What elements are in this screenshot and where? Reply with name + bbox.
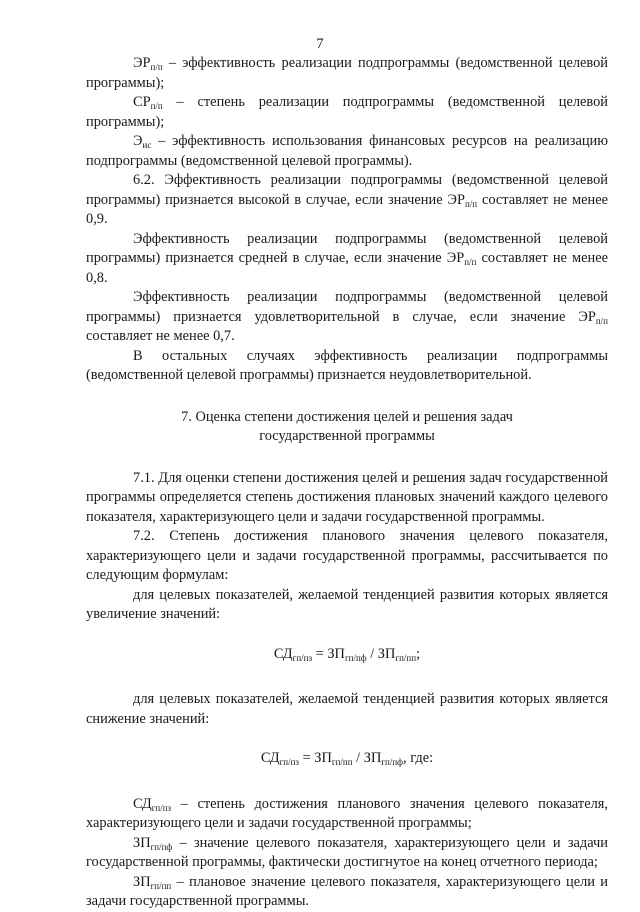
paragraph-7-1: 7.1. Для оценки степени достижения целей и решения задач государственной программы определяется степень достижения плановых значений каждого целевого показателя, характеризующего цели и задачи государственной программы. (86, 469, 608, 525)
paragraph-6-2: 6.2. Эффективность реализации подпрограммы (ведомственной целевой программы) признается высокой в случае, если значение $ЭР_{п/п}$ составляет не менее 0,9. (86, 172, 608, 227)
paragraph-satisfactory: Эффективность реализации подпрограммы (ведомственной целевой программы) признается удовлетворительной в случае, если значение $ЭР_{п/п}$ составляет не менее 0,7. (86, 289, 608, 344)
paragraph-medium: Эффективность реализации подпрограммы (ведомственной целевой программы) признается средней в случае, если значение $ЭР_{п/п}$ составляет не менее 0,8. (86, 230, 608, 286)
paragraph-7-2: 7.2. Степень достижения планового значения целевого показателя, характеризующего цели и задачи государственной программы, рассчитывается по следующим формулам: (86, 528, 608, 583)
paragraph-decrease: для целевых показателей, желаемой тенденцией развития которых является снижение значений: (86, 691, 608, 727)
formula-increase: $СД_{гп/пз} = ЗП_{гп/пф} / ЗП_{гп/пп}$; (273, 645, 421, 663)
page-number: 7 (316, 36, 324, 52)
definition-zp-planned: $ЗП_{гп/пп}$ – плановое значение целевого показателя, характеризующего цели и задачи государственной программы. (86, 873, 608, 909)
definition-sr: $СР_{п/п}$ – степень реализации подпрограммы (ведомственной целевой программы); (86, 94, 608, 130)
definition-er: $ЭР_{п/п}$ – эффективность реализации подпрограммы (ведомственной целевой программы); (86, 55, 608, 91)
section-heading-line1: 7. Оценка степени достижения целей и решения задач (181, 408, 513, 425)
paragraph-increase: для целевых показателей, желаемой тенденцией развития которых является увеличение значений: (86, 586, 608, 622)
paragraph-other: В остальных случаях эффективность реализации подпрограммы (ведомственной целевой программы) признается неудовлетворительной. (86, 347, 608, 383)
section-heading-line2: государственной программы (259, 428, 435, 444)
definition-e: $Э_{ис}$ – эффективность использования финансовых ресурсов на реализацию подпрограммы (ведомственной целевой программы). (86, 133, 608, 169)
definition-sd: $СД_{гп/пз}$ – степень достижения планового значения целевого показателя, характеризующего цели и задачи государственной программы; (86, 795, 608, 831)
formula-decrease: $СД_{гп/пз} = ЗП_{гп/пп} / ЗП_{гп/пф}$, где: (260, 750, 434, 767)
definition-zp-actual: $ЗП_{гп/пф}$ – значение целевого показателя, характеризующего цели и задачи государственной программы, фактически достигнутое на конец отчетного периода; (86, 834, 608, 870)
page-content (86, 54, 608, 912)
